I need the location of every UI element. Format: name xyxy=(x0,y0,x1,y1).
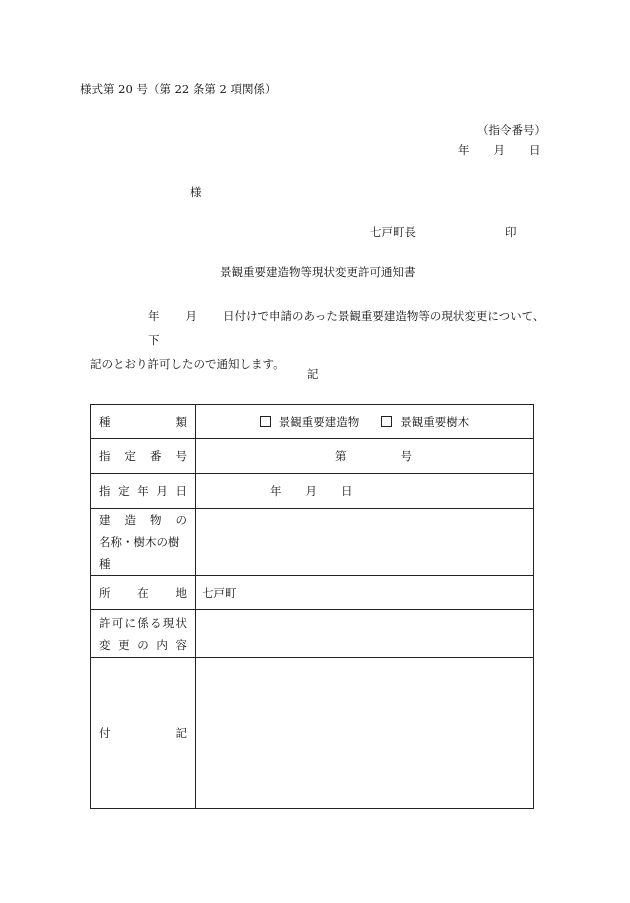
location-value[interactable]: 七戸町 xyxy=(196,576,534,610)
building-name-value[interactable] xyxy=(196,509,534,576)
sender-title: 七戸町長 xyxy=(370,225,416,239)
checkbox-icon[interactable] xyxy=(260,416,271,427)
row-type xyxy=(91,405,534,439)
row-designation-number xyxy=(91,439,534,474)
issue-date-year: 年 xyxy=(458,143,470,157)
checkbox-icon[interactable] xyxy=(381,416,392,427)
permit-table xyxy=(90,404,534,809)
type-option-tree[interactable]: 景観重要樹木 xyxy=(381,414,469,430)
type-label: 種 類 xyxy=(91,405,196,439)
body-line-2: 記のとおり許可したので通知します。 xyxy=(90,357,285,371)
row-change-content xyxy=(91,610,534,658)
row-building-name xyxy=(91,509,534,576)
form-number: 様式第 20 号（第 22 条第 2 項関係） xyxy=(80,82,277,96)
body-line-1 xyxy=(90,304,550,352)
addressee: 様 xyxy=(190,185,202,199)
issue-date-day: 日 xyxy=(529,143,541,157)
body-month: 月 xyxy=(185,309,197,323)
designation-number-label: 指 定 番 号 xyxy=(91,439,196,474)
document-title: 景観重要建造物等現状変更許可通知書 xyxy=(220,265,416,279)
row-location xyxy=(91,576,534,610)
body-line-1-rest: 日付けで申請のあった景観重要建造物等の現状変更について、下 xyxy=(148,309,545,347)
issue-date-month: 月 xyxy=(493,143,505,157)
type-value xyxy=(196,405,534,439)
row-remarks xyxy=(91,658,534,809)
type-option-building[interactable]: 景観重要建造物 xyxy=(260,414,360,430)
change-content-label: 許 可 に 係 る 現 状 変 更 の 内 容 xyxy=(91,610,196,658)
row-designation-date xyxy=(91,474,534,509)
remarks-value[interactable] xyxy=(196,658,534,809)
issue-date xyxy=(458,142,541,158)
seal-mark: 印 xyxy=(505,225,517,239)
designation-date-label: 指 定 年 月 日 xyxy=(91,474,196,509)
building-name-label: 建 造 物 の 名称・樹木の樹種 xyxy=(91,509,196,576)
designation-date-value[interactable]: 年 月 日 xyxy=(196,474,534,509)
body-text xyxy=(90,304,550,376)
order-number: （指令番号） xyxy=(477,123,546,137)
ki-heading: 記 xyxy=(307,367,319,381)
designation-number-value[interactable]: 第 号 xyxy=(196,439,534,474)
change-content-value[interactable] xyxy=(196,610,534,658)
location-label: 所 在 地 xyxy=(91,576,196,610)
remarks-label: 付 記 xyxy=(91,658,196,809)
body-year: 年 xyxy=(148,309,160,323)
